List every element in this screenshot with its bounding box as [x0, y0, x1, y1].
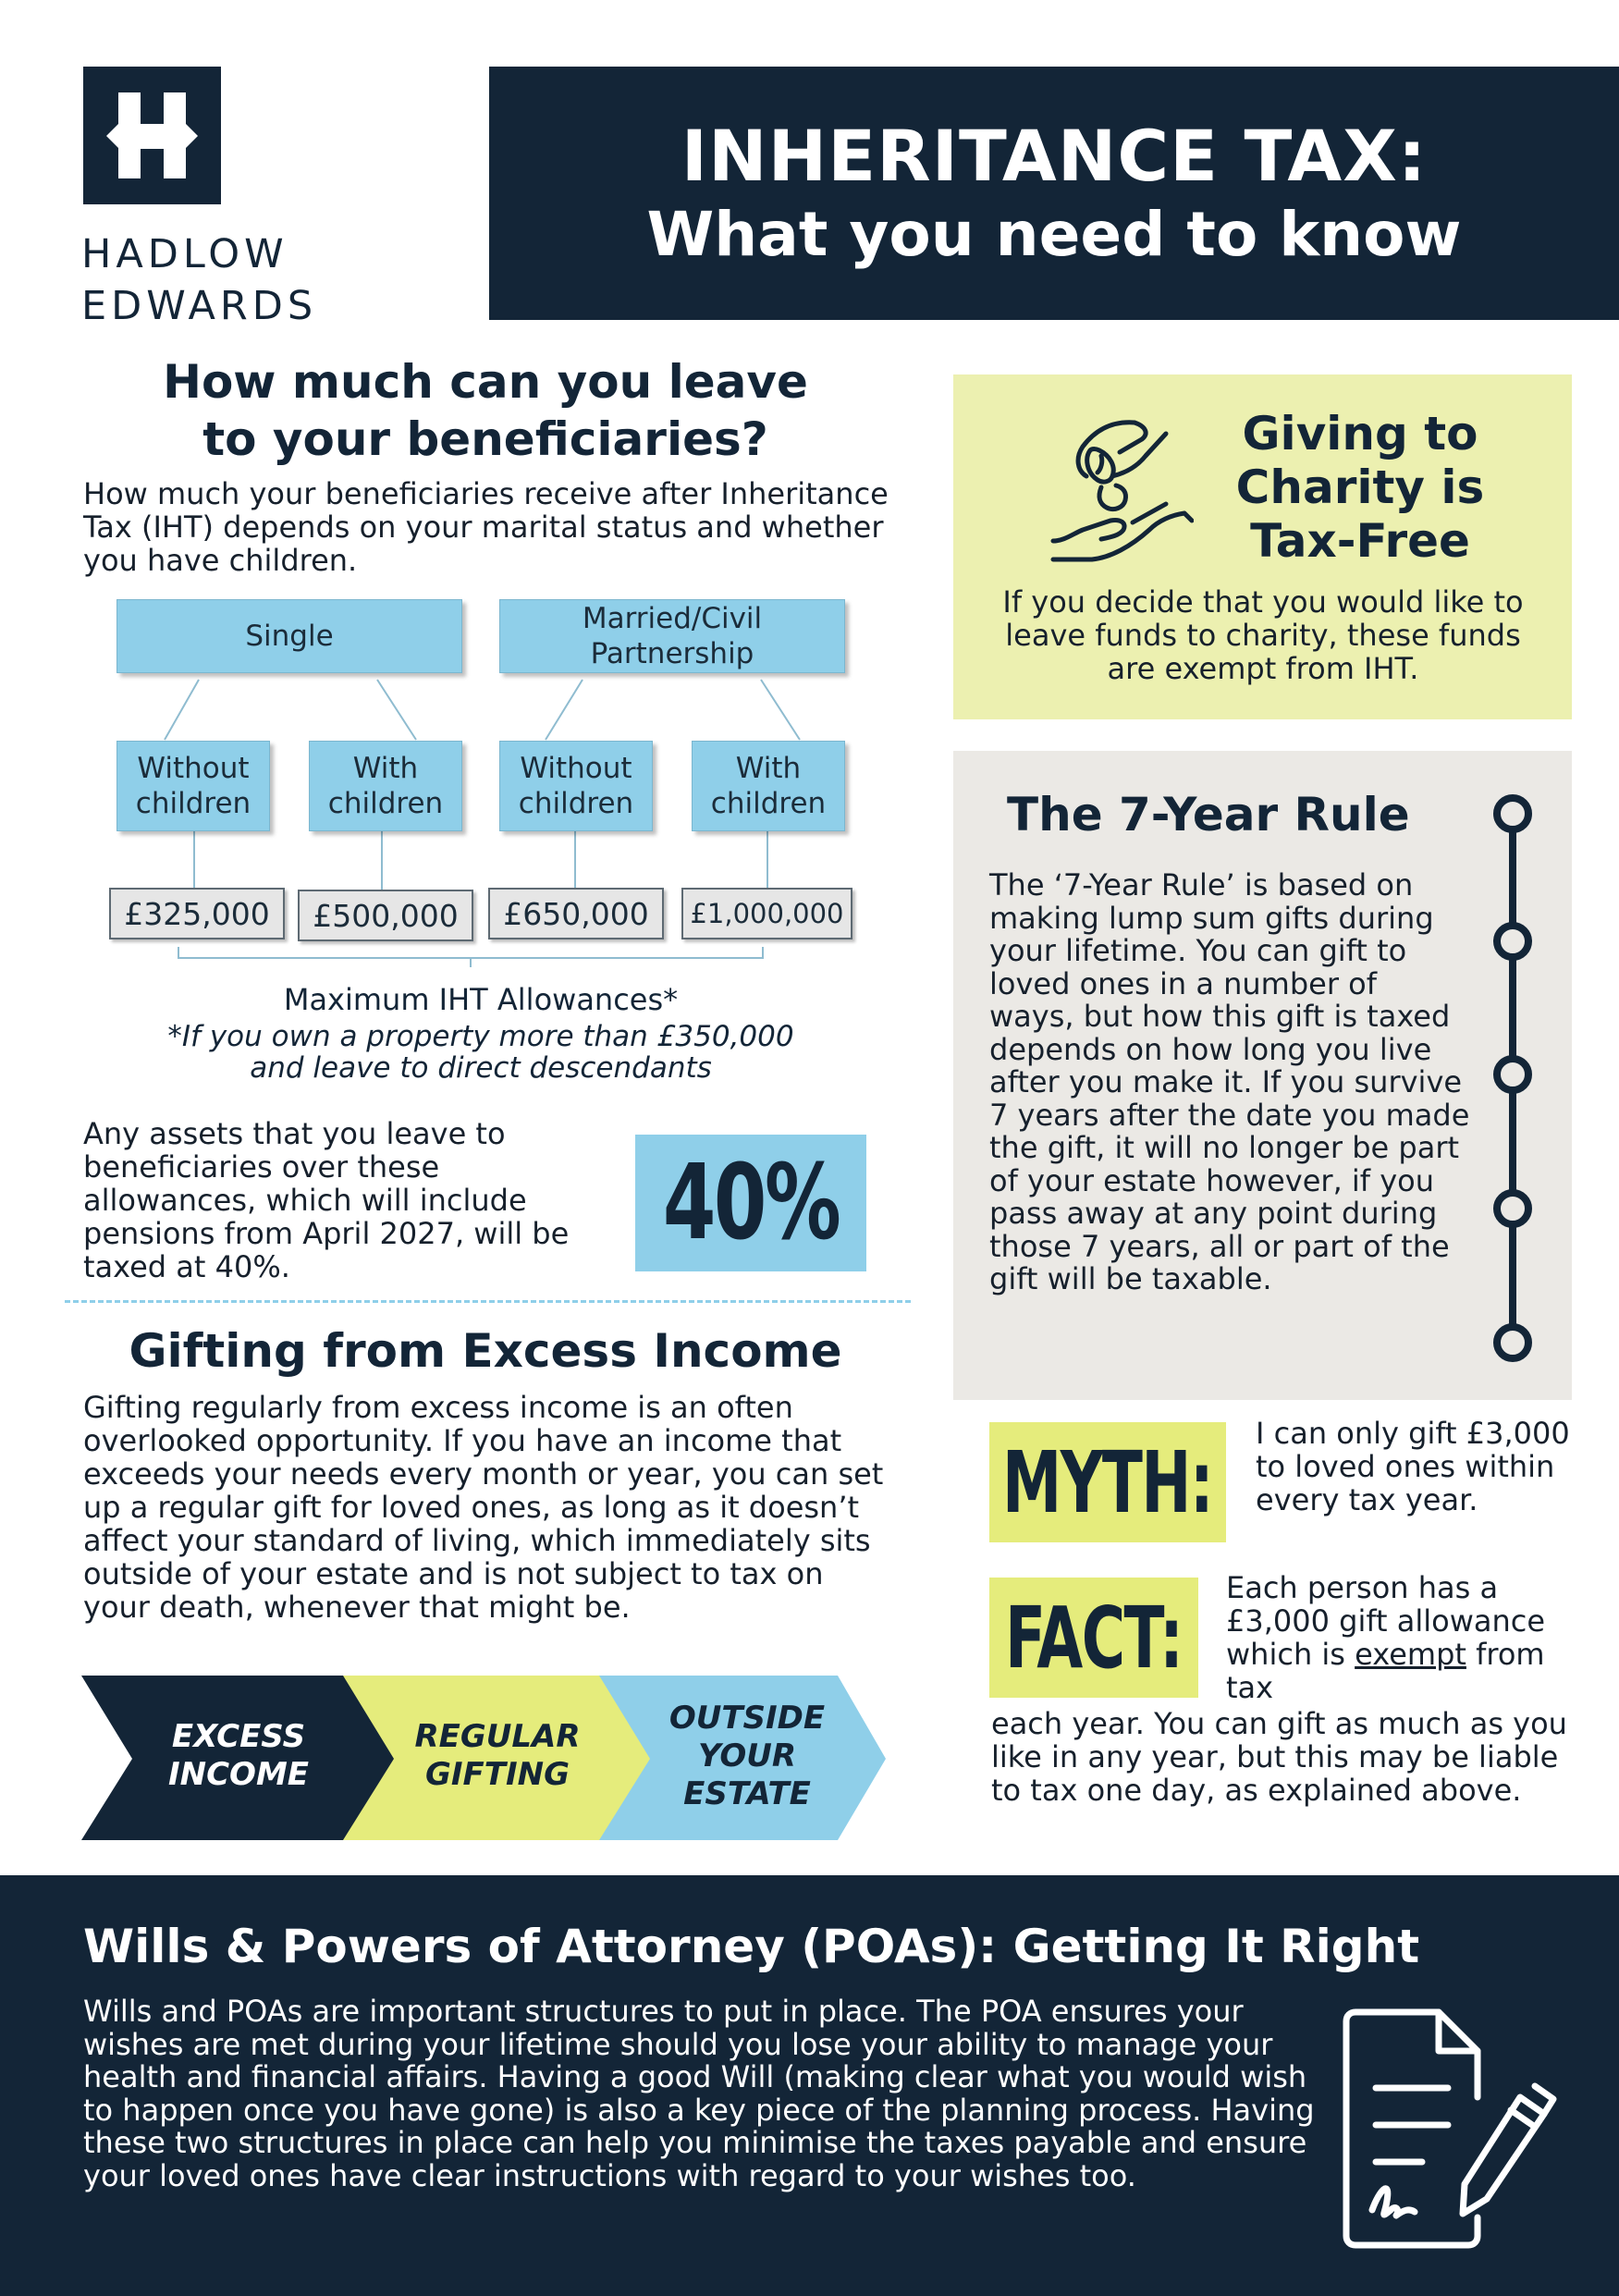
fact-text — [1226, 1571, 1568, 1704]
allowance-amount: £650,000 — [488, 888, 664, 939]
step-label-line: GIFTING — [425, 1756, 570, 1793]
process-step-excess-income-label — [139, 1718, 338, 1794]
step-label-line: REGULAR — [414, 1718, 581, 1755]
page-title: INHERITANCE TAX: — [681, 115, 1428, 197]
brand-name-line2: EDWARDS — [81, 283, 318, 329]
wills-poa-footer — [0, 1875, 1619, 2296]
step-label-line: YOUR — [697, 1737, 797, 1774]
tree-node-married-without-children: Without children — [499, 741, 653, 831]
allowances-footnote-line1: *If you own a property more than £350,000 — [167, 1020, 794, 1053]
fact-text-exempt: exempt — [1355, 1637, 1466, 1672]
fact-text-part: from tax — [1226, 1637, 1545, 1705]
allowances-footnote — [74, 1021, 888, 1084]
allowances-intro: How much your beneficiaries receive after Inheritance Tax (IHT) depends on your marital status and whether you have children. — [83, 476, 889, 578]
brand-name-line1: HADLOW — [81, 231, 288, 277]
allowances-heading-line2: to your beneficiaries? — [202, 412, 768, 466]
wills-poa-heading: Wills & Powers of Attorney (POAs): Getting It Right — [83, 1920, 1420, 1973]
seven-year-rule-body: The ‘7-Year Rule’ is based on making lump sum gifts during your lifetime. You can gift to loved ones in a number of ways, but how this gift is taxed depends on how long you live after you make it. If you survive 7 years after the date you made the gift, it will no longer be part of your estate however, if you pass away at any point during those 7 years, all or part of the gift will be taxable. — [989, 867, 1470, 1296]
myth-label-text: MYTH: — [1002, 1432, 1213, 1532]
allowances-heading-line1: How much can you leave — [163, 355, 808, 409]
seven-year-rule-heading: The 7-Year Rule — [1007, 788, 1410, 841]
allowance-amount: £1,000,000 — [681, 888, 852, 939]
charity-heading-line: Tax-Free — [1250, 514, 1470, 568]
allowance-amount: £325,000 — [109, 888, 285, 939]
allowances-caption: Maximum IHT Allowances* — [283, 982, 679, 1017]
tax-rate-badge — [635, 1135, 866, 1271]
document-signature-icon — [1339, 2005, 1561, 2254]
gifting-heading: Gifting from Excess Income — [129, 1324, 842, 1378]
excess-assets-text: Any assets that you leave to beneficiaries over these allowances, which will include pensions from April 2027, will be taxed at 40%. — [83, 1116, 570, 1284]
charity-hands-icon — [1046, 411, 1194, 569]
charity-panel — [953, 374, 1572, 719]
tax-rate-value: 40% — [662, 1143, 840, 1263]
charity-heading — [1194, 407, 1527, 568]
fact-text-part: Each person has a £3,000 gift allowance which is — [1226, 1570, 1546, 1672]
step-label-line: ESTATE — [683, 1775, 811, 1812]
charity-body: If you decide that you would like to leave funds to charity, these funds are exempt from IHT. — [1002, 584, 1524, 686]
process-step-outside-estate-label — [647, 1700, 847, 1813]
charity-heading-line: Charity is — [1235, 460, 1485, 514]
tree-node-single-with-children: With children — [309, 741, 462, 831]
gifting-body: Gifting regularly from excess income is an often overlooked opportunity. If you have an income that exceeds your needs every month or year, you can set up a regular gift for loved ones, as long as it doesn’t affect your standard of living, which immediately sits outside of your estate and is not subject to tax on your death, whenever that might be. — [83, 1390, 884, 1625]
timeline-icon — [1480, 788, 1545, 1380]
tree-node-married-with-children: With children — [692, 741, 845, 831]
page-subtitle: What you need to know — [646, 199, 1462, 270]
tree-node-single-without-children: Without children — [117, 741, 270, 831]
seven-year-rule-panel — [953, 751, 1572, 1400]
tree-node-single: Single — [117, 599, 462, 673]
fact-text-continued: each year. You can gift as much as you like in any year, but this may be liable to tax one day, as explained above. — [991, 1706, 1567, 1808]
section-divider — [65, 1300, 911, 1303]
fact-label-text: FACT: — [1005, 1588, 1183, 1688]
allowances-footnote-line2: and leave to direct descendants — [250, 1051, 712, 1085]
wills-poa-body: Wills and POAs are important structures to put in place. The POA ensures your wishes are met during your lifetime should you lose your ability to manage your health and financial affairs. Having a good Will (making clear what you would wish to happen once you have gone) is also a key piece of the planning process. Having these two structures in place can help you minimise the taxes payable and ensure your loved ones have clear instructions with regard to your wishes too. — [83, 1994, 1315, 2193]
step-label-line: INCOME — [167, 1756, 310, 1793]
process-step-regular-gifting-label — [398, 1718, 597, 1794]
charity-heading-line: Giving to — [1242, 407, 1478, 460]
step-label-line: EXCESS — [171, 1718, 306, 1755]
myth-label — [989, 1422, 1226, 1542]
step-label-line: OUTSIDE — [668, 1700, 826, 1737]
myth-text: I can only gift £3,000 to loved ones within every tax year. — [1256, 1416, 1570, 1517]
allowance-tree-connectors — [0, 0, 925, 1017]
fact-label — [989, 1578, 1198, 1698]
allowance-amount: £500,000 — [298, 890, 473, 941]
tree-node-married: Married/Civil Partnership — [499, 599, 845, 673]
